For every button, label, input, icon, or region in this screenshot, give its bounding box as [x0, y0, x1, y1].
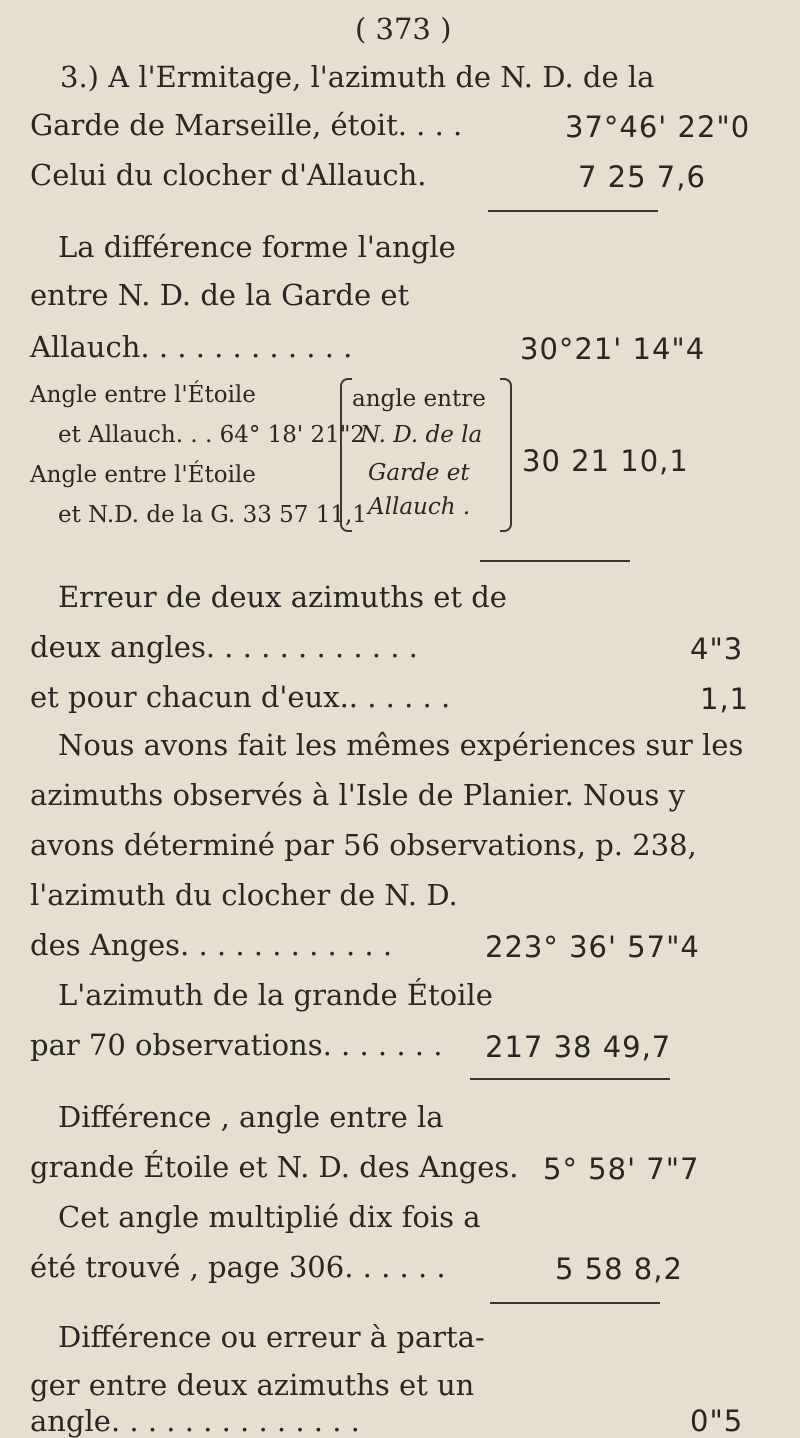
- text-line: azimuths observés à l'Isle de Planier. Nous y: [30, 778, 686, 812]
- value: 5 58 8,2: [555, 1252, 683, 1286]
- value: 217 38 49,7: [485, 1030, 672, 1064]
- text-line: et Allauch. . . 64° 18' 21"2: [58, 422, 366, 448]
- value: 1,1: [700, 682, 750, 716]
- text-line: et pour chacun d'eux.. . . . . .: [30, 680, 451, 714]
- divider: [470, 1078, 670, 1080]
- text-line: ger entre deux azimuths et un: [30, 1368, 475, 1402]
- text-line: l'azimuth du clocher de N. D.: [30, 878, 458, 912]
- text-line: et N.D. de la G. 33 57 11,1: [58, 502, 367, 528]
- text-line: Erreur de deux azimuths et de: [58, 580, 507, 614]
- left-brace: [340, 378, 352, 532]
- value: 223° 36' 57"4: [485, 930, 700, 964]
- text-line: Garde de Marseille, étoit. . . .: [30, 108, 463, 142]
- text-line: angle. . . . . . . . . . . . . .: [30, 1404, 360, 1438]
- value: 30°21' 14"4: [520, 332, 706, 366]
- value: 30 21 10,1: [522, 444, 689, 478]
- value: 7 25 7,6: [578, 160, 706, 194]
- text-line: Angle entre l'Étoile: [30, 382, 256, 408]
- text-line: par 70 observations. . . . . . .: [30, 1028, 443, 1062]
- text-line: Garde et: [368, 460, 470, 486]
- text-line: deux angles. . . . . . . . . . . .: [30, 630, 418, 664]
- text-line: Allauch. . . . . . . . . . . .: [30, 330, 353, 364]
- text-line: La différence forme l'angle: [58, 230, 456, 264]
- divider: [488, 210, 658, 212]
- divider: [480, 560, 630, 562]
- divider: [490, 1302, 660, 1304]
- text-line: Celui du clocher d'Allauch.: [30, 158, 427, 192]
- text-line: été trouvé , page 306. . . . . .: [30, 1250, 446, 1284]
- text-line: Différence ou erreur à parta-: [58, 1320, 485, 1354]
- text-line: angle entre: [352, 386, 486, 412]
- text-line: avons déterminé par 56 observations, p. 238,: [30, 828, 697, 862]
- text-line: Différence , angle entre la: [58, 1100, 444, 1134]
- text-line: Cet angle multiplié dix fois a: [58, 1200, 481, 1234]
- text-line: des Anges. . . . . . . . . . . .: [30, 928, 393, 962]
- text-line: Allauch .: [368, 494, 471, 520]
- value: 4"3: [690, 632, 744, 666]
- value: 37°46' 22"0: [565, 110, 751, 144]
- value: 0"5: [690, 1404, 744, 1438]
- text-line: Nous avons fait les mêmes expériences sur les: [58, 728, 744, 762]
- page-number: ( 373 ): [355, 12, 452, 46]
- text-line: L'azimuth de la grande Étoile: [58, 978, 493, 1012]
- text-line: entre N. D. de la Garde et: [30, 278, 410, 312]
- text-line: 3.) A l'Ermitage, l'azimuth de N. D. de la: [60, 60, 655, 94]
- text-line: N. D. de la: [360, 422, 483, 448]
- right-brace: [500, 378, 512, 532]
- value: 5° 58' 7"7: [543, 1152, 700, 1186]
- text-line: grande Étoile et N. D. des Anges.: [30, 1150, 519, 1184]
- text-line: Angle entre l'Étoile: [30, 462, 256, 488]
